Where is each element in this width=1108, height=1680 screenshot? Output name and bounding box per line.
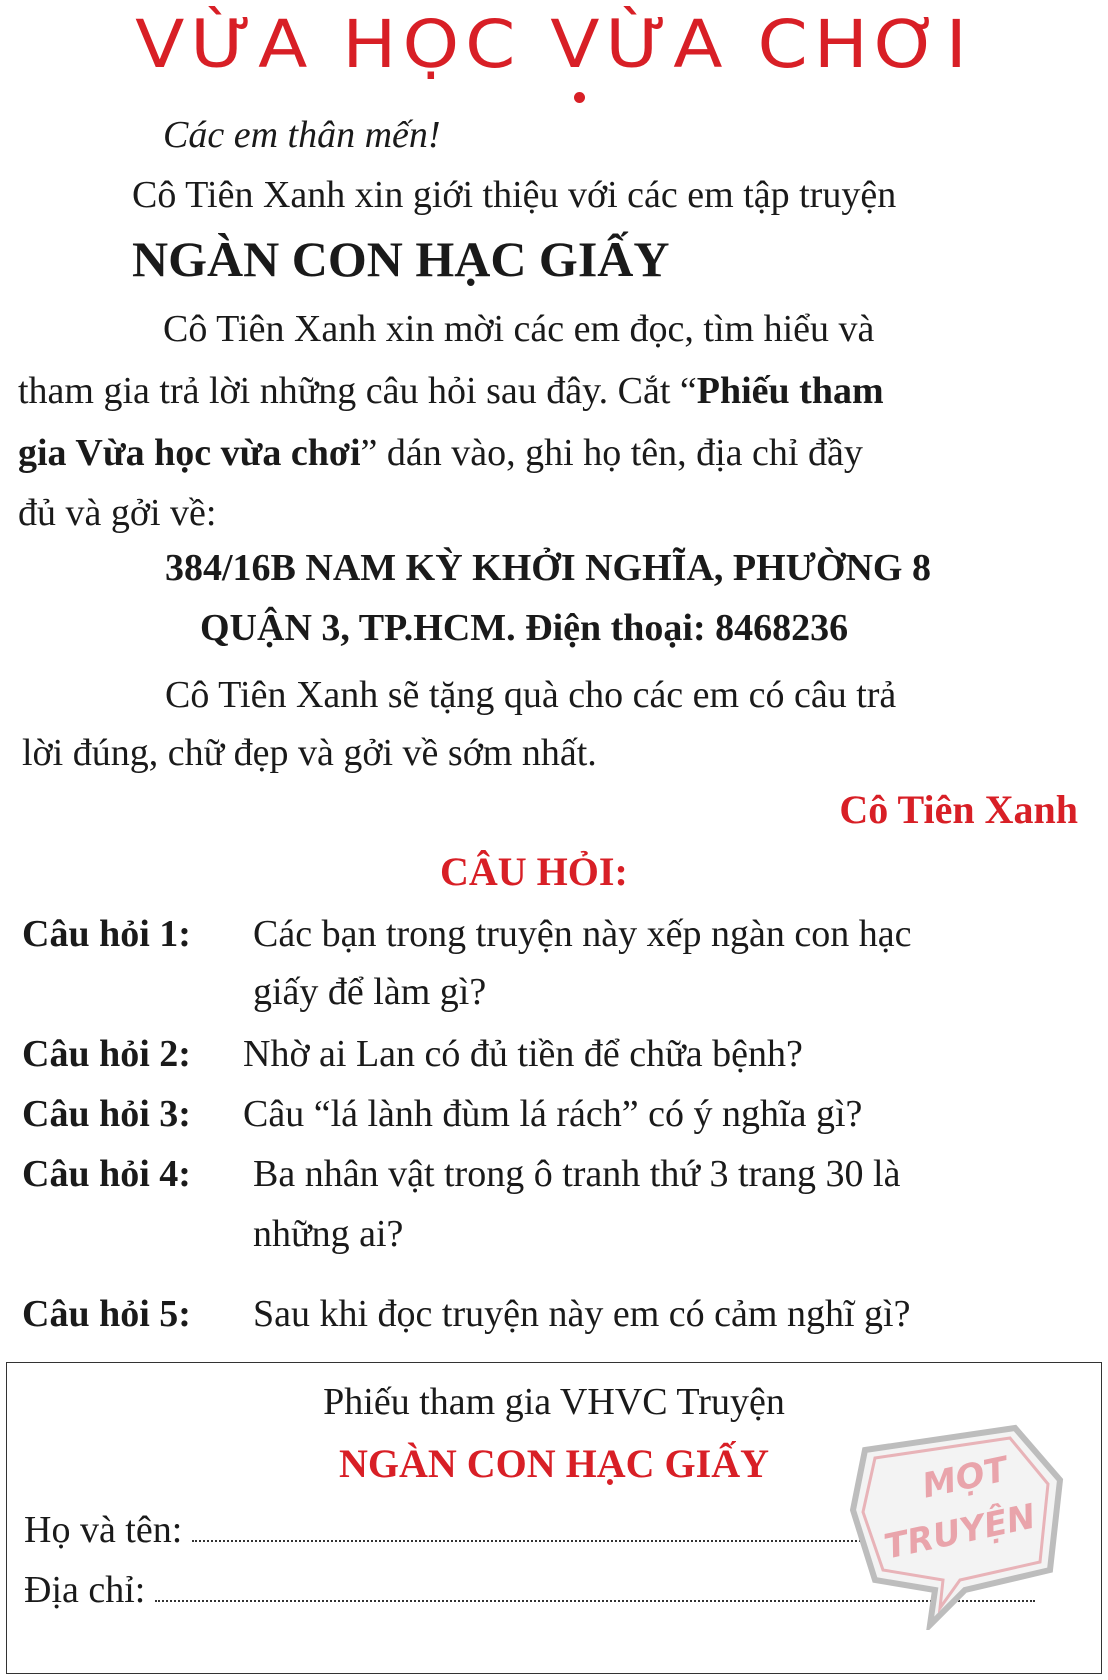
intro-line-3-text: tham gia trả lời những câu hỏi sau đây. Cắt “ bbox=[18, 370, 697, 412]
question-2-label: Câu hỏi 2: bbox=[22, 1033, 191, 1075]
intro-line-4 bbox=[18, 422, 863, 484]
question-1-label: Câu hỏi 1: bbox=[22, 913, 191, 955]
signature: Cô Tiên Xanh bbox=[839, 787, 1078, 832]
question-4-label: Câu hỏi 4: bbox=[22, 1153, 191, 1195]
intro-line-3 bbox=[18, 360, 884, 422]
question-5-text: Sau khi đọc truyện này em có cảm nghĩ gì? bbox=[253, 1293, 911, 1335]
question-2-text: Nhờ ai Lan có đủ tiền để chữa bệnh? bbox=[243, 1033, 803, 1075]
form-reference-bold: Phiếu tham bbox=[696, 370, 884, 412]
watermark-text-2: TRUYỆN bbox=[880, 1496, 1040, 1568]
question-1-text-cont: giấy để làm gì? bbox=[253, 971, 487, 1013]
book-title: NGÀN CON HẠC GIẤY bbox=[132, 231, 670, 287]
form-book-title: NGÀN CON HẠC GIẤY bbox=[339, 1441, 769, 1486]
intro-line-6: Cô Tiên Xanh sẽ tặng quà cho các em có câu trả bbox=[165, 674, 897, 716]
banner-title: VỪA HỌC VỪA CHƠI bbox=[135, 5, 973, 83]
form-title: Phiếu tham gia VHVC Truyện bbox=[323, 1381, 785, 1423]
question-3-text: Câu “lá lành đùm lá rách” có ý nghĩa gì? bbox=[243, 1093, 863, 1135]
intro-line-7: lời đúng, chữ đẹp và gởi về sớm nhất. bbox=[22, 732, 597, 774]
address-field-label: Địa chỉ: bbox=[24, 1569, 146, 1611]
watermark-text-1: MỌT bbox=[918, 1449, 1012, 1507]
banner-dot-decoration bbox=[574, 92, 585, 103]
question-4-text: Ba nhân vật trong ô tranh thứ 3 trang 30 là bbox=[253, 1153, 901, 1195]
question-5-label: Câu hỏi 5: bbox=[22, 1293, 191, 1335]
watermark-logo bbox=[845, 1420, 1075, 1630]
questions-heading: CÂU HỎI: bbox=[440, 849, 628, 894]
intro-line-1: Cô Tiên Xanh xin giới thiệu với các em tập truyện bbox=[132, 174, 897, 216]
name-field-label: Họ và tên: bbox=[24, 1509, 183, 1551]
question-1-text: Các bạn trong truyện này xếp ngàn con hạc bbox=[253, 913, 912, 955]
greeting: Các em thân mến! bbox=[163, 114, 441, 156]
address-line-2: QUẬN 3, TP.HCM. Điện thoại: 8468236 bbox=[200, 607, 849, 649]
intro-line-5: đủ và gởi về: bbox=[18, 492, 217, 534]
intro-line-2: Cô Tiên Xanh xin mời các em đọc, tìm hiểu và bbox=[163, 308, 875, 350]
address-line-1: 384/16B NAM KỲ KHỞI NGHĨA, PHƯỜNG 8 bbox=[165, 547, 931, 589]
question-3-label: Câu hỏi 3: bbox=[22, 1093, 191, 1135]
intro-line-4-text: ” dán vào, ghi họ tên, địa chỉ đầy bbox=[360, 432, 863, 474]
question-4-text-cont: những ai? bbox=[253, 1213, 404, 1255]
program-name-bold: gia Vừa học vừa chơi bbox=[18, 432, 361, 474]
